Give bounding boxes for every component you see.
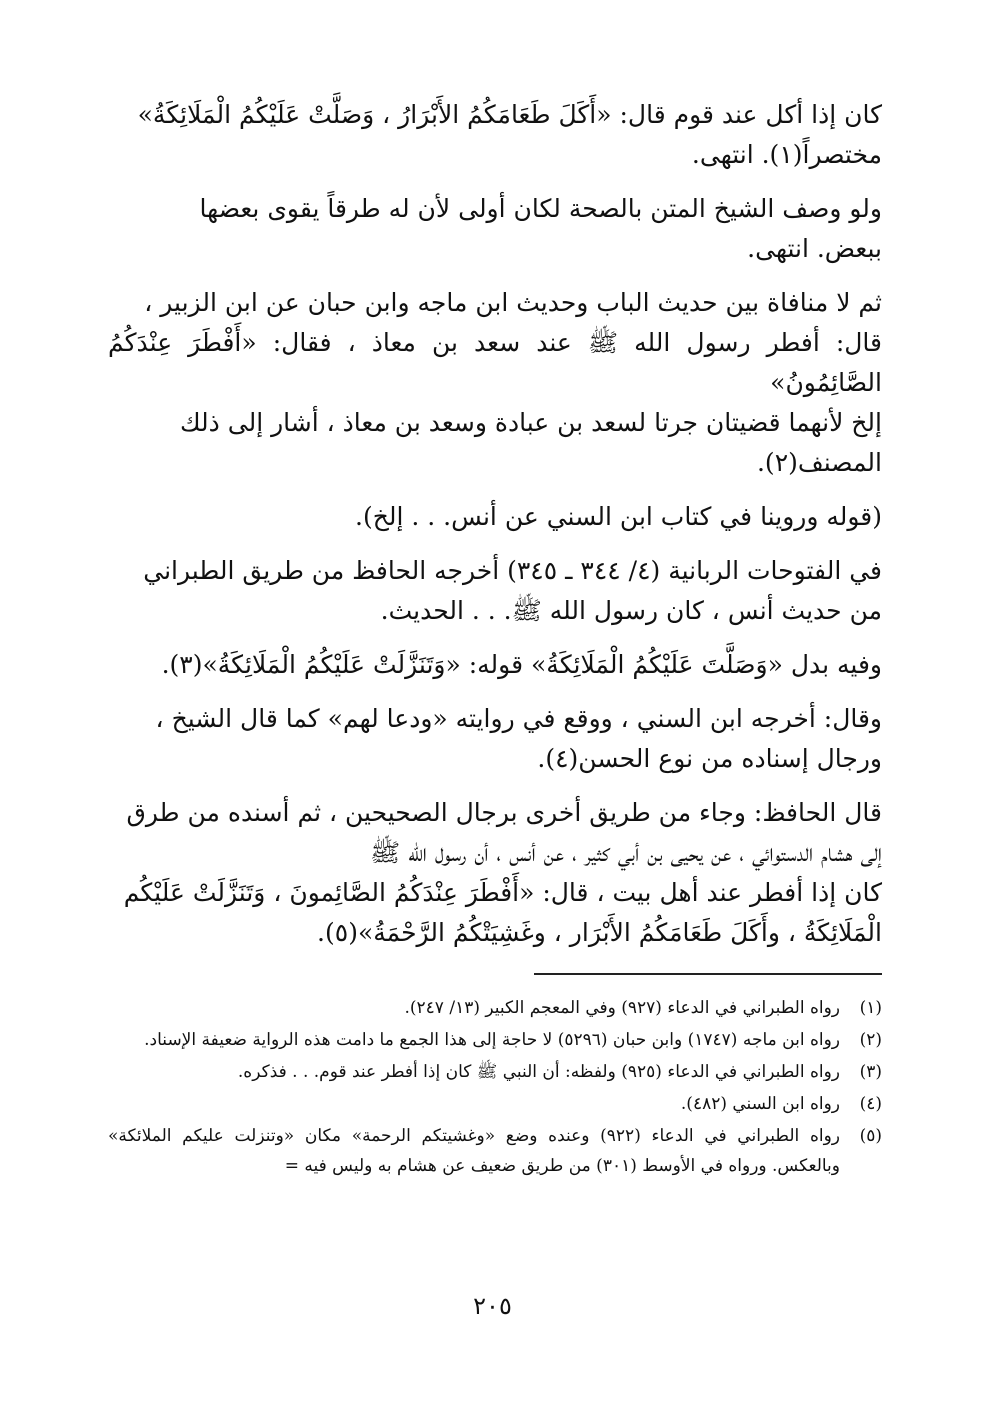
- paragraph: [108, 189, 882, 269]
- text-line: من حديث أنس ، كان رسول الله ﷺ. . . الحديث.: [380, 596, 882, 625]
- text-line: كان إذا أفطر عند أهل بيت ، قال: «أَفْطَرَ عِنْدَكُمُ الصَّائِمونَ ، وَتَنَزَّلَتْ عَلَيْكُم: [123, 878, 882, 907]
- footnote-number: (٢): [859, 1030, 882, 1050]
- text-line: إلخ لأنهما قضيتان جرتا لسعد بن عبادة وسعد بن معاذ ، أشار إلى ذلك: [179, 408, 882, 437]
- footnote-text: رواه الطبراني في الدعاء (٩٢٧) وفي المعجم الكبير (١٣/ ٢٤٧).: [404, 998, 840, 1018]
- footnote-text: رواه الطبراني في الدعاء (٩٢٥) ولفظه: أن النبي ﷺ كان إذا أفطر عند قوم. . . فذكره.: [237, 1062, 840, 1082]
- text-line: في الفتوحات الربانية (٤/ ٣٤٤ ـ ٣٤٥) أخرجه الحافظ من طريق الطبراني: [143, 556, 882, 585]
- footnote: [108, 1057, 882, 1087]
- text-line: ثم لا منافاة بين حديث الباب وحديث ابن ماجه وابن حبان عن ابن الزبير ،: [144, 288, 882, 317]
- footnote: [108, 1121, 882, 1181]
- text-line: ولو وصف الشيخ المتن بالصحة لكان أولى لأن له طرقاً يقوى بعضها: [199, 194, 882, 223]
- text-line: إلى هشام الدستوائي ، عن يحيى بن أبي كثير ، عن أنس ، أن رسول الله ﷺ: [370, 838, 882, 867]
- paragraph: [108, 551, 882, 631]
- text-line: ببعض. انتهى.: [747, 234, 882, 263]
- text-line: وفيه بدل «وَصَلَّتَ عَلَيْكُمُ الْمَلَائِكَةُ» قوله: «وَتَنَزَّلَتْ عَلَيْكُمُ الْمَلَائِكَةُ»(٣).: [161, 650, 882, 679]
- paragraph: [108, 283, 882, 483]
- footnote: [108, 1089, 882, 1119]
- paragraph: [108, 645, 882, 685]
- paragraph: [108, 793, 882, 953]
- page-number: ٢٠٥: [473, 1292, 512, 1320]
- footnote-text: رواه الطبراني في الدعاء (٩٢٢) وعنده وضع «وغشيتكم الرحمة» مكان «وتنزلت عليكم الملائكة» وبالعكس. ورواه في الأوسط (٣٠١) من طريق ضعيف عن هشام به وليس فيه =: [108, 1126, 840, 1176]
- footnote-text: رواه ابن ماجه (١٧٤٧) وابن حبان (٥٢٩٦) لا حاجة إلى هذا الجمع ما دامت هذه الرواية ضعيفة الإسناد.: [144, 1030, 840, 1050]
- paragraph: [108, 497, 882, 537]
- paragraph: [108, 95, 882, 175]
- main-text: [108, 95, 882, 953]
- text-line: (قوله وروينا في كتاب ابن السني عن أنس. . . إلخ).: [355, 502, 882, 531]
- footnote-number: (٥): [859, 1126, 882, 1146]
- footnote: [108, 993, 882, 1023]
- footnote-number: (٣): [859, 1062, 882, 1082]
- footnote-text: رواه ابن السني (٤٨٢).: [680, 1094, 840, 1114]
- text-line: قال الحافظ: وجاء من طريق أخرى برجال الصحيحين ، ثم أسنده من طرق: [126, 798, 882, 827]
- text-line: وقال: أخرجه ابن السني ، ووقع في روايته «ودعا لهم» كما قال الشيخ ،: [155, 704, 882, 733]
- text-line: الْمَلَائِكَةُ ، وأَكَلَ طَعَامَكُمُ الأَبْرَار ، وغَشِيَتْكُمُ الرَّحْمَةُ»(٥).: [317, 918, 882, 947]
- paragraph: [108, 699, 882, 779]
- text-line: مختصراً(١). انتهى.: [691, 140, 882, 169]
- text-line: قال: أفطر رسول الله ﷺ عند سعد بن معاذ ، فقال: «أَفْطَرَ عِنْدَكُمُ الصَّائِمُونُ»: [108, 328, 882, 397]
- footnote-number: (٤): [859, 1094, 882, 1114]
- footnote-divider: [534, 973, 882, 975]
- text-line: المصنف(٢).: [756, 448, 882, 477]
- text-line: كان إذا أكل عند قوم قال: «أَكَلَ طَعَامَكُمُ الأَبْرَارُ ، وَصَلَّتْ عَلَيْكُمُ الْمَلَائِكَةُ»: [137, 100, 882, 129]
- page-body: [108, 95, 882, 1183]
- footnote: [108, 1025, 882, 1055]
- footnotes: [108, 993, 882, 1181]
- text-line: ورجال إسناده من نوع الحسن(٤).: [537, 744, 882, 773]
- footnote-number: (١): [859, 998, 882, 1018]
